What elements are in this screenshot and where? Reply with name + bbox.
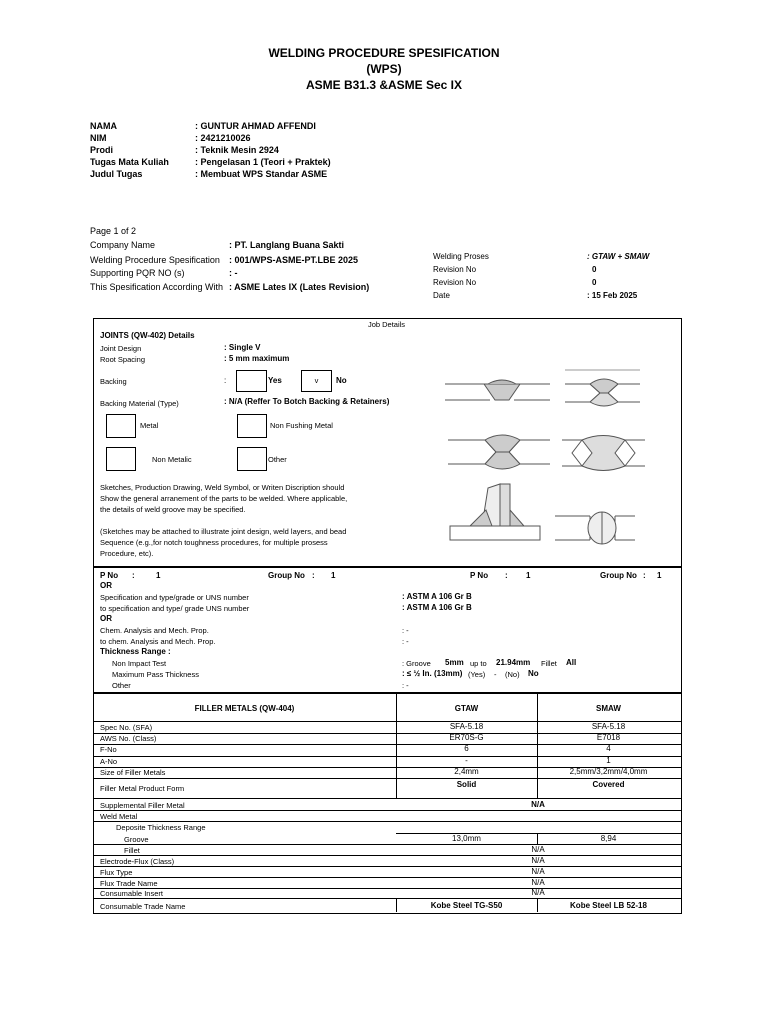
non-metalic-label: Non Metalic (152, 455, 192, 464)
deposite-label: Deposite Thickness Range (116, 823, 206, 832)
date-value: : 15 Feb 2025 (587, 291, 638, 300)
student-label: NIM (90, 133, 107, 143)
sketch-note: Sketches, Production Drawing, Weld Symbol, or Writen Discription should (100, 483, 345, 492)
document-title: WELDING PROCEDURE SPESIFICATION (268, 46, 500, 60)
company-value: : 001/WPS-ASME-PT.LBE 2025 (229, 255, 359, 265)
consumable-trade-label: Consumable Trade Name (100, 902, 186, 911)
backing-material-value: : N/A (Reffer To Botch Backing & Retainers) (224, 397, 390, 406)
company-value: : - (229, 268, 238, 278)
page-number: Page 1 of 2 (90, 226, 137, 236)
or-label: OR (100, 581, 112, 590)
student-value: : Pengelasan 1 (Teori + Praktek) (195, 157, 331, 167)
non-fushing-checkbox[interactable] (237, 414, 267, 438)
company-label: Welding Procedure Spesification (90, 255, 220, 265)
supplemental-label: Supplemental Filler Metal (100, 801, 185, 810)
other-label: Other (268, 455, 287, 464)
double-v-groove-sketch (565, 370, 640, 406)
non-metalic-checkbox[interactable] (106, 447, 136, 471)
filler-row-smaw: 4 (606, 744, 611, 754)
filler-row-smaw: E7018 (596, 733, 621, 743)
yes-paren: (Yes) (468, 670, 486, 679)
backing-yes-label: Yes (268, 376, 282, 385)
company-label: This Spesification According With (90, 282, 224, 292)
colon: : (312, 571, 315, 580)
colon: : (643, 571, 646, 580)
joint-design-label: Joint Design (100, 344, 142, 353)
row-divider (93, 778, 681, 779)
filler-row-gtaw: ER70S-G (449, 733, 484, 743)
other-checkbox[interactable] (237, 447, 267, 471)
row-divider (93, 798, 681, 799)
backing-material-label: Backing Material (Type) (100, 399, 179, 408)
non-impact-label: Non Impact Test (112, 659, 167, 668)
student-value: : Membuat WPS Standar ASME (195, 169, 328, 179)
column-divider (396, 756, 397, 767)
flux-type-value: N/A (531, 867, 545, 876)
column-divider (537, 767, 538, 778)
x-groove-sketch (448, 435, 550, 469)
group-no-value: 1 (331, 571, 336, 580)
groove-label: : Groove (402, 659, 431, 668)
or-label: OR (100, 614, 112, 623)
groove-smaw: 8,94 (600, 834, 617, 843)
backing-colon: : (224, 376, 227, 385)
filler-row-smaw: 2,5mm/3,2mm/4,0mm (569, 766, 648, 776)
column-divider (537, 733, 538, 744)
gtaw-column-header: GTAW (454, 704, 479, 713)
student-label: Tugas Mata Kuliah (90, 157, 169, 167)
document-standard: ASME B31.3 &ASME Sec IX (305, 78, 463, 92)
group-no-label: Group No (268, 571, 305, 580)
root-spacing-value: : 5 mm maximum (224, 354, 290, 363)
filler-row-label: A-No (100, 756, 118, 766)
supplemental-value: N/A (531, 800, 545, 809)
filler-row-label: AWS No. (Class) (100, 734, 157, 744)
dash: - (494, 670, 497, 679)
consumable-insert-label: Consumable Insert (100, 889, 163, 898)
student-label: NAMA (90, 121, 117, 131)
smaw-column-header: SMAW (596, 704, 621, 713)
other-label: Other (112, 681, 131, 690)
filler-row-gtaw: SFA-5.18 (449, 722, 484, 731)
company-value: : PT. Langlang Buana Sakti (229, 240, 345, 250)
p-no-label: P No (470, 571, 489, 580)
filler-row-label: Size of Filler Metals (100, 767, 166, 777)
column-divider (396, 722, 397, 733)
fillet-label: Fillet (124, 846, 140, 855)
electrode-flux-value: N/A (531, 856, 545, 865)
weld-metal-label: Weld Metal (100, 812, 138, 821)
square-butt-sketch (555, 512, 635, 544)
p-no-label: P No (100, 571, 119, 580)
filler-row-gtaw: - (465, 755, 468, 765)
colon: : (505, 571, 508, 580)
process-label: Welding Proses (433, 252, 489, 261)
non-fushing-label: Non Fushing Metal (270, 421, 333, 430)
fillet-value: All (566, 658, 577, 667)
spec-label: Specification and type/grade or UNS number (100, 593, 249, 602)
revision-value: 0 (592, 278, 597, 287)
filler-row-gtaw: 6 (464, 744, 469, 754)
spec-value: : ASTM A 106 Gr B (402, 592, 472, 601)
student-label: Prodi (90, 145, 114, 155)
backing-label: Backing (100, 377, 127, 386)
column-divider (396, 767, 397, 778)
column-divider (537, 756, 538, 767)
column-divider (537, 778, 538, 798)
no-paren: (No) (505, 670, 520, 679)
thickness-label: Thickness Range : (100, 647, 171, 656)
groove-max: 21.94mm (496, 658, 531, 667)
filler-row-label: F-No (100, 745, 117, 755)
column-divider (396, 778, 397, 798)
metal-checkbox[interactable] (106, 414, 136, 438)
group-no-label: Group No (600, 571, 637, 580)
p-no-value: 1 (156, 571, 161, 580)
sketch-note: Show the general arranement of the parts to be welded. Where applicable, (100, 494, 348, 503)
backing-no-label: No (336, 376, 347, 385)
single-v-groove-sketch (445, 380, 550, 400)
backing-no-mark: v (314, 376, 319, 385)
filler-row-smaw: Covered (592, 780, 625, 789)
other-value: : - (402, 681, 409, 690)
filler-row-gtaw: 2,4mm (454, 766, 479, 776)
sketch-note: Procedure, etc). (100, 549, 154, 558)
student-value: : Teknik Mesin 2924 (195, 145, 279, 155)
company-label: Supporting PQR NO (s) (90, 268, 185, 278)
column-divider (396, 744, 397, 755)
joint-design-value: : Single V (224, 343, 261, 352)
job-details-header: Job Details (367, 320, 406, 329)
filler-row-smaw: 1 (606, 755, 611, 765)
sketch-note: the details of weld groove may be specified. (100, 505, 246, 514)
groove-min: 5mm (445, 658, 464, 667)
no-value: No (528, 669, 539, 678)
electrode-flux-label: Electrode-Flux (Class) (100, 857, 175, 866)
chem-value: : - (402, 637, 409, 646)
backing-no-checkbox[interactable] (301, 370, 332, 392)
company-value: : ASME Lates IX (Lates Revision) (229, 282, 370, 292)
student-value: : 2421210026 (195, 133, 251, 143)
fillet-value: N/A (531, 845, 545, 854)
date-label: Date (433, 291, 450, 300)
company-label: Company Name (90, 240, 156, 250)
root-spacing-label: Root Spacing (100, 355, 146, 364)
joints-title: JOINTS (QW-402) Details (100, 331, 195, 340)
metal-label: Metal (140, 421, 159, 430)
max-pass-value: : ≤ ½ In. (13mm) (402, 669, 463, 678)
revision-label: Revision No (433, 265, 477, 274)
joint-sketches (440, 360, 660, 565)
flux-trade-label: Flux Trade Name (100, 879, 158, 888)
filler-row-label: Filler Metal Product Form (100, 784, 185, 793)
sketch-note: Sequence (e.g.,for notch toughness procedures, for multiple prosess (100, 538, 328, 547)
process-value: : GTAW + SMAW (587, 252, 650, 261)
groove-gtaw: 13,0mm (452, 834, 481, 843)
chem-label: to chem. Analysis and Mech. Prop. (100, 637, 216, 646)
group-no-value: 1 (657, 571, 662, 580)
student-label: Judul Tugas (90, 169, 143, 179)
max-pass-label: Maximum Pass Thickness (112, 670, 199, 679)
chem-label: Chem. Analysis and Mech. Prop. (100, 626, 209, 635)
flux-type-label: Flux Type (100, 868, 133, 877)
filler-row-gtaw: Solid (456, 780, 477, 789)
p-no-value: 1 (526, 571, 531, 580)
column-divider (396, 733, 397, 744)
double-bevel-sketch (562, 436, 645, 471)
consumable-trade-gtaw: Kobe Steel TG-S50 (430, 901, 503, 910)
consumable-trade-smaw: Kobe Steel LB 52-18 (570, 901, 647, 910)
backing-yes-checkbox[interactable] (236, 370, 267, 392)
colon: : (132, 571, 135, 580)
up-to-label: up to (470, 659, 487, 668)
t-joint-sketch (450, 484, 540, 540)
filler-row-smaw: SFA-5.18 (591, 722, 626, 731)
revision-label: Revision No (433, 278, 477, 287)
filler-row-label: Spec No. (SFA) (100, 723, 153, 732)
flux-trade-value: N/A (531, 878, 545, 887)
spec-label: to specification and type/ grade UNS number (100, 604, 250, 613)
filler-title: FILLER METALS (QW-404) (194, 704, 295, 713)
document-subtitle: (WPS) (366, 62, 402, 76)
chem-value: : - (402, 626, 409, 635)
groove-label: Groove (124, 835, 149, 844)
consumable-insert-value: N/A (531, 888, 545, 897)
sketch-note: (Sketches may be attached to illustrate joint design, weld layers, and bead (100, 527, 347, 536)
fillet-label: Fillet (541, 659, 557, 668)
student-value: : GUNTUR AHMAD AFFENDI (195, 121, 316, 131)
column-divider (537, 744, 538, 755)
column-divider (537, 722, 538, 733)
spec-value: : ASTM A 106 Gr B (402, 603, 472, 612)
revision-value: 0 (592, 265, 597, 274)
